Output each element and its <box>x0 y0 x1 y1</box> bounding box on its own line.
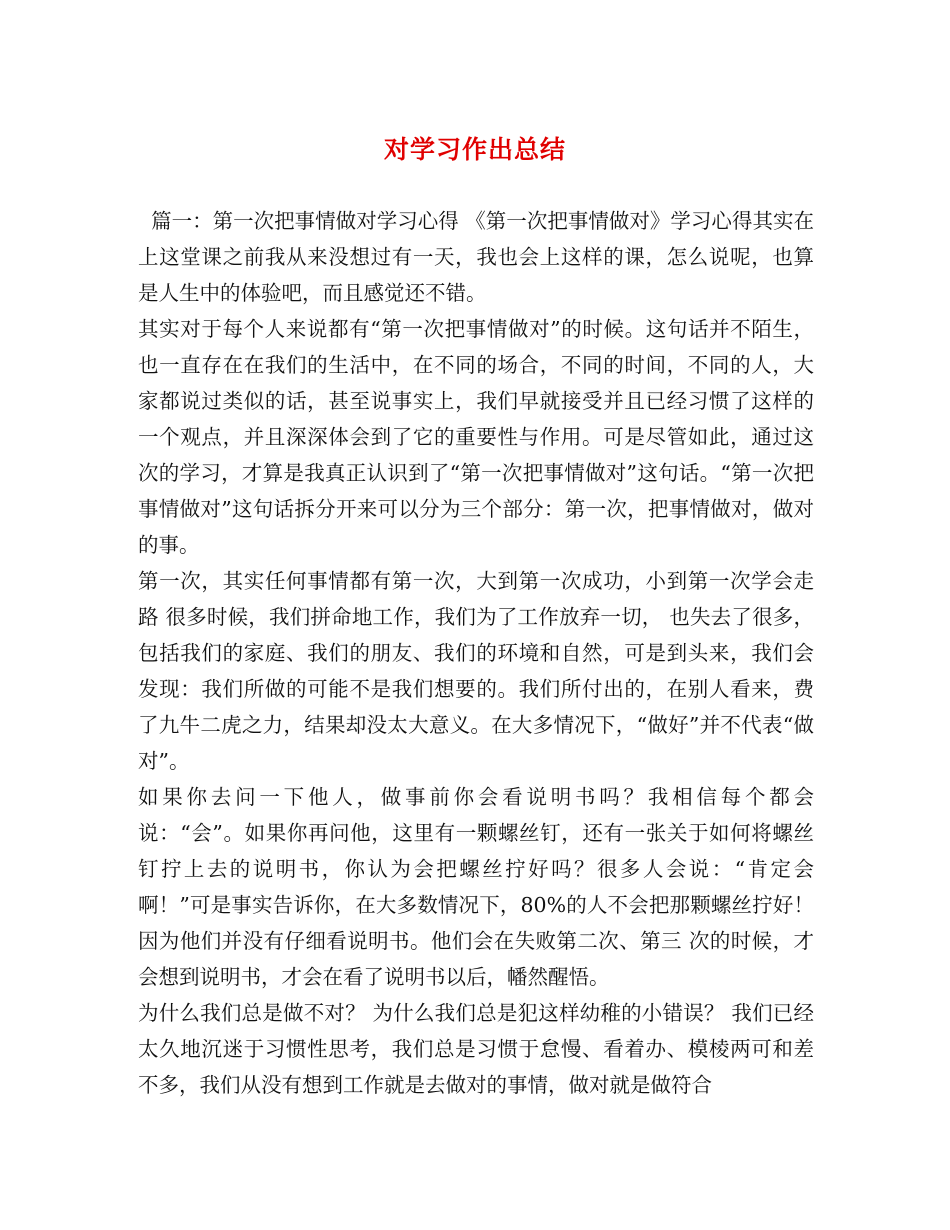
paragraph-5: 为什么我们总是做不对？ 为什么我们总是犯这样幼稚的小错误？ 我们已经太久地沉迷于习惯性思考，我们总是习惯于怠慢、看着办、模棱两可和差不多，我们从没有想到工作就是去做对的事情，做对就是做符合 <box>138 1001 814 1097</box>
paragraph-2: 其实对于每个人来说都有“第一次把事情做对”的时候。这句话并不陌生，也一直存在在我们的生活中，在不同的场合，不同的时间，不同的人，大家都说过类似的话，甚至说事实上，我们早就接受并且已经习惯了这样的一个观点，并且深深体会到了它的重要性与作用。可是尽管如此，通过这次的学习，才算是我真正认识到了“第一次把事情做对”这句话。“第一次把事情做对”这句话拆分开来可以分为三个部分：第一次，把事情做对，做对的事。 <box>138 317 814 557</box>
paragraph-1: 篇一：第一次把事情做对学习心得 《第一次把事情做对》学习心得其实在上这堂课之前我从来没想过有一天，我也会上这样的课，怎么说呢，也算是人生中的体验吧，而且感觉还不错。 <box>138 209 814 305</box>
paragraph-3: 第一次，其实任何事情都有第一次，大到第一次成功，小到第一次学会走路 很多时候，我们拼命地工作，我们为了工作放弃一切， 也失去了很多，包括我们的家庭、我们的朋友、我们的环境和自然，可是到头来，我们会发现：我们所做的可能不是我们想要的。我们所付出的，在别人看来，费了九牛二虎之力，结果却没太大意义。在大多情况下，“做好”并不代表“做对”。 <box>138 569 814 773</box>
document-body <box>138 203 814 1103</box>
paragraph-4: 如果你去问一下他人，做事前你会看说明书吗？我相信每个都会说：“会”。如果你再问他，这里有一颗螺丝钉，还有一张关于如何将螺丝钉拧上去的说明书，你认为会把螺丝拧好吗？很多人会说：“肯定会啊！”可是事实告诉你，在大多数情况下，80%的人不会把那颗螺丝拧好！因为他们并没有仔细看说明书。他们会在失败第二次、第三 次的时候，才会想到说明书，才会在看了说明书以后，幡然醒悟。 <box>138 785 814 989</box>
document-title: 对学习作出总结 <box>383 135 566 164</box>
